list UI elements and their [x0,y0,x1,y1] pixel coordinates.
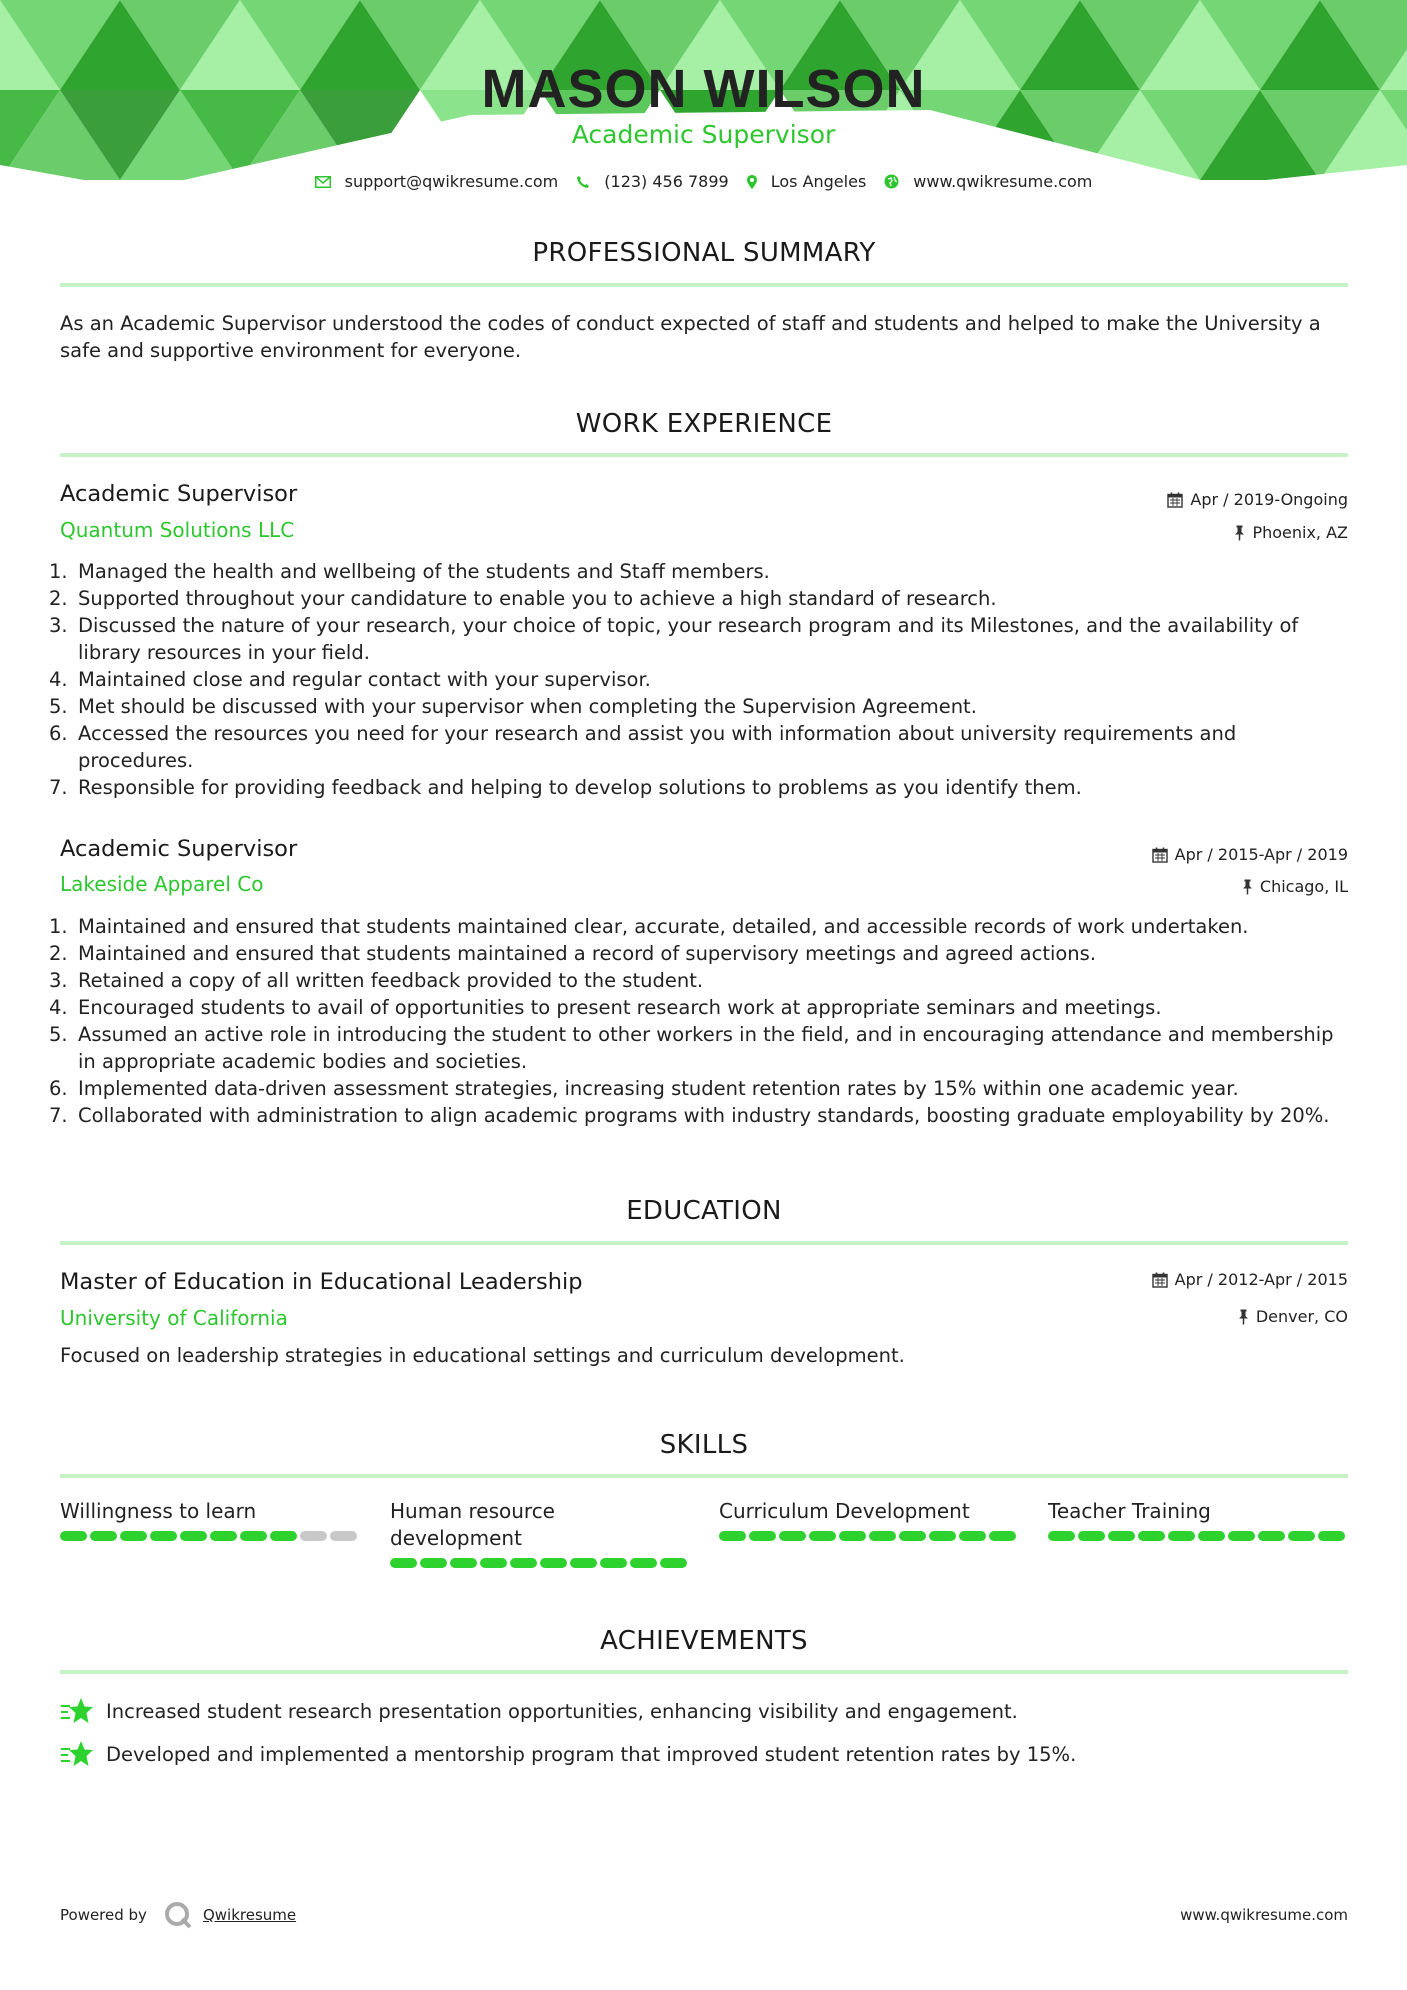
email-text: support@qwikresume.com [344,172,559,191]
star-icon [60,1740,94,1768]
skill-item [390,1498,690,1568]
skill-level-segment [480,1558,507,1568]
footer-powered-by [60,1900,296,1930]
calendar-icon [1152,847,1168,863]
star-icon [60,1697,94,1725]
education-heading: EDUCATION [626,1196,782,1226]
skill-level-segment [1198,1531,1225,1541]
envelope-icon [315,176,331,188]
skill-level-segment [1168,1531,1195,1541]
job-2-role: Academic Supervisor [60,836,298,862]
achievements-heading: ACHIEVEMENTS [600,1626,808,1656]
summary-text: As an Academic Supervisor understood the codes of conduct expected of staff and students and helped to make the University a safe and supportive environment for everyone. [60,312,1321,362]
job-1-role: Academic Supervisor [60,481,298,507]
skill-level-segment [270,1531,297,1541]
skill-level-segment [240,1531,267,1541]
job-2-bullets [49,913,1351,1129]
qwikresume-logo-icon [163,1900,193,1930]
skill-level-segment [570,1558,597,1568]
list-item: 7. Responsible for providing feedback and helping to develop solutions to problems as you identify them. [49,776,1082,799]
skill-level-segment [150,1531,177,1541]
skill-level-segment [210,1531,237,1541]
achievement-item [60,1697,1018,1725]
experience-divider [60,453,1348,457]
list-item: 2. Supported throughout your candidature to enable you to achieve a high standard of research. [49,587,997,610]
skills-divider [60,1474,1348,1478]
skill-level-segment [600,1558,627,1568]
skill-level-segment [989,1531,1016,1541]
skill-label: Curriculum Development [719,1499,970,1523]
skill-level-bar [1048,1531,1348,1541]
contact-email[interactable] [315,172,559,191]
job-2-dates [1152,845,1348,864]
skill-level-segment [1228,1531,1255,1541]
skill-level-bar [719,1531,1019,1541]
job-2-dates-text: Apr / 2015-Apr / 2019 [1174,845,1348,864]
skill-level-segment [1258,1531,1285,1541]
job-1-bullets [49,558,1351,801]
achievement-text: Increased student research presentation opportunities, enhancing visibility and engagement. [106,1699,1018,1723]
skill-level-bar [60,1531,360,1541]
skill-level-segment [1318,1531,1345,1541]
skill-level-segment [899,1531,926,1541]
skill-label: Human resource development [390,1499,555,1550]
list-item: 5. Assumed an active role in introducing the student to other workers in the field, and in encouraging attendance and membership in appropriate academic bodies and societies. [49,1023,1334,1073]
summary-heading: PROFESSIONAL SUMMARY [532,238,876,268]
skill-level-segment [660,1558,687,1568]
list-item: 6. Accessed the resources you need for your research and assist you with information about university requirements and procedures. [49,722,1237,772]
job-1-company: Quantum Solutions LLC [60,518,295,542]
education-degree: Master of Education in Educational Leadership [60,1269,583,1295]
skill-level-segment [450,1558,477,1568]
achievement-item [60,1740,1076,1768]
list-item: 5. Met should be discussed with your supervisor when completing the Supervision Agreement. [49,695,977,718]
contact-bar [0,172,1407,191]
achievements-divider [60,1670,1348,1674]
job-1-dates-text: Apr / 2019-Ongoing [1190,490,1348,509]
job-1-location [1234,523,1348,542]
skill-label: Teacher Training [1048,1499,1211,1523]
skill-level-segment [779,1531,806,1541]
skill-level-segment [300,1531,327,1541]
job-1-dates [1167,490,1348,509]
candidate-title: Academic Supervisor [571,120,836,149]
footer-website[interactable]: www.qwikresume.com [1180,1906,1348,1924]
location-text: Los Angeles [770,172,867,191]
education-description: Focused on leadership strategies in educational settings and curriculum development. [60,1344,905,1367]
skill-level-segment [869,1531,896,1541]
candidate-name: MASON WILSON [481,59,926,119]
list-item: 3. Discussed the nature of your research, your choice of topic, your research program and its Milestones, and the availability of library resources in your field. [49,614,1299,664]
skill-level-segment [1108,1531,1135,1541]
pushpin-icon [1234,525,1245,541]
list-item: 1. Managed the health and wellbeing of the students and Staff members. [49,560,770,583]
phone-icon [576,175,590,189]
education-school: University of California [60,1306,288,1330]
experience-heading: WORK EXPERIENCE [575,409,833,439]
skill-level-segment [90,1531,117,1541]
list-item: 2. Maintained and ensured that students maintained a record of supervisory meetings and agreed actions. [49,942,1097,965]
qwikresume-link[interactable]: Qwikresume [202,1906,297,1924]
skill-item [60,1498,360,1541]
contact-phone[interactable] [576,172,728,191]
education-dates [1152,1270,1348,1289]
skill-level-segment [1078,1531,1105,1541]
skill-item [719,1498,1019,1541]
summary-divider [60,283,1348,287]
education-location-text: Denver, CO [1255,1307,1348,1326]
skill-level-segment [959,1531,986,1541]
skill-item [1048,1498,1348,1541]
skill-level-segment [60,1531,87,1541]
skill-level-segment [1138,1531,1165,1541]
pushpin-icon [1242,879,1253,895]
skills-heading: SKILLS [659,1430,749,1460]
education-dates-text: Apr / 2012-Apr / 2015 [1174,1270,1348,1289]
contact-location [747,172,867,191]
list-item: 4. Encouraged students to avail of opportunities to present research work at appropriate seminars and meetings. [49,996,1162,1019]
powered-by-text: Powered by [60,1906,147,1924]
website-text: www.qwikresume.com [913,172,1093,191]
globe-icon [884,174,899,189]
job-2-company: Lakeside Apparel Co [60,872,264,896]
job-2-location-text: Chicago, IL [1259,877,1348,896]
skill-level-segment [719,1531,746,1541]
skill-level-segment [120,1531,147,1541]
skill-level-segment [809,1531,836,1541]
list-item: 4. Maintained close and regular contact with your supervisor. [49,668,651,691]
skill-level-segment [630,1558,657,1568]
list-item: 6. Implemented data-driven assessment strategies, increasing student retention rates by 15% within one academic year. [49,1077,1239,1100]
list-item: 7. Collaborated with administration to align academic programs with industry standards, boosting graduate employability by 20%. [49,1104,1330,1127]
skill-level-segment [749,1531,776,1541]
skill-level-segment [330,1531,357,1541]
calendar-icon [1167,492,1183,508]
skill-level-segment [839,1531,866,1541]
pushpin-icon [1238,1309,1249,1325]
skill-level-segment [510,1558,537,1568]
contact-website[interactable] [884,172,1092,191]
list-item: 1. Maintained and ensured that students maintained clear, accurate, detailed, and accessible records of work undertaken. [49,915,1249,938]
job-2-location [1242,877,1348,896]
skill-level-segment [1048,1531,1075,1541]
skill-level-segment [180,1531,207,1541]
map-pin-icon [747,175,757,189]
skill-level-segment [390,1558,417,1568]
achievement-text: Developed and implemented a mentorship program that improved student retention rates by 15%. [106,1742,1077,1766]
skill-level-segment [929,1531,956,1541]
skill-level-segment [420,1558,447,1568]
skill-level-segment [540,1558,567,1568]
calendar-icon [1152,1272,1168,1288]
skill-level-segment [1288,1531,1315,1541]
phone-text: (123) 456 7899 [604,172,729,191]
skill-level-bar [390,1558,690,1568]
education-location [1238,1307,1348,1326]
education-divider [60,1241,1348,1245]
job-1-location-text: Phoenix, AZ [1252,523,1348,542]
list-item: 3. Retained a copy of all written feedback provided to the student. [49,969,704,992]
skill-label: Willingness to learn [60,1499,257,1523]
